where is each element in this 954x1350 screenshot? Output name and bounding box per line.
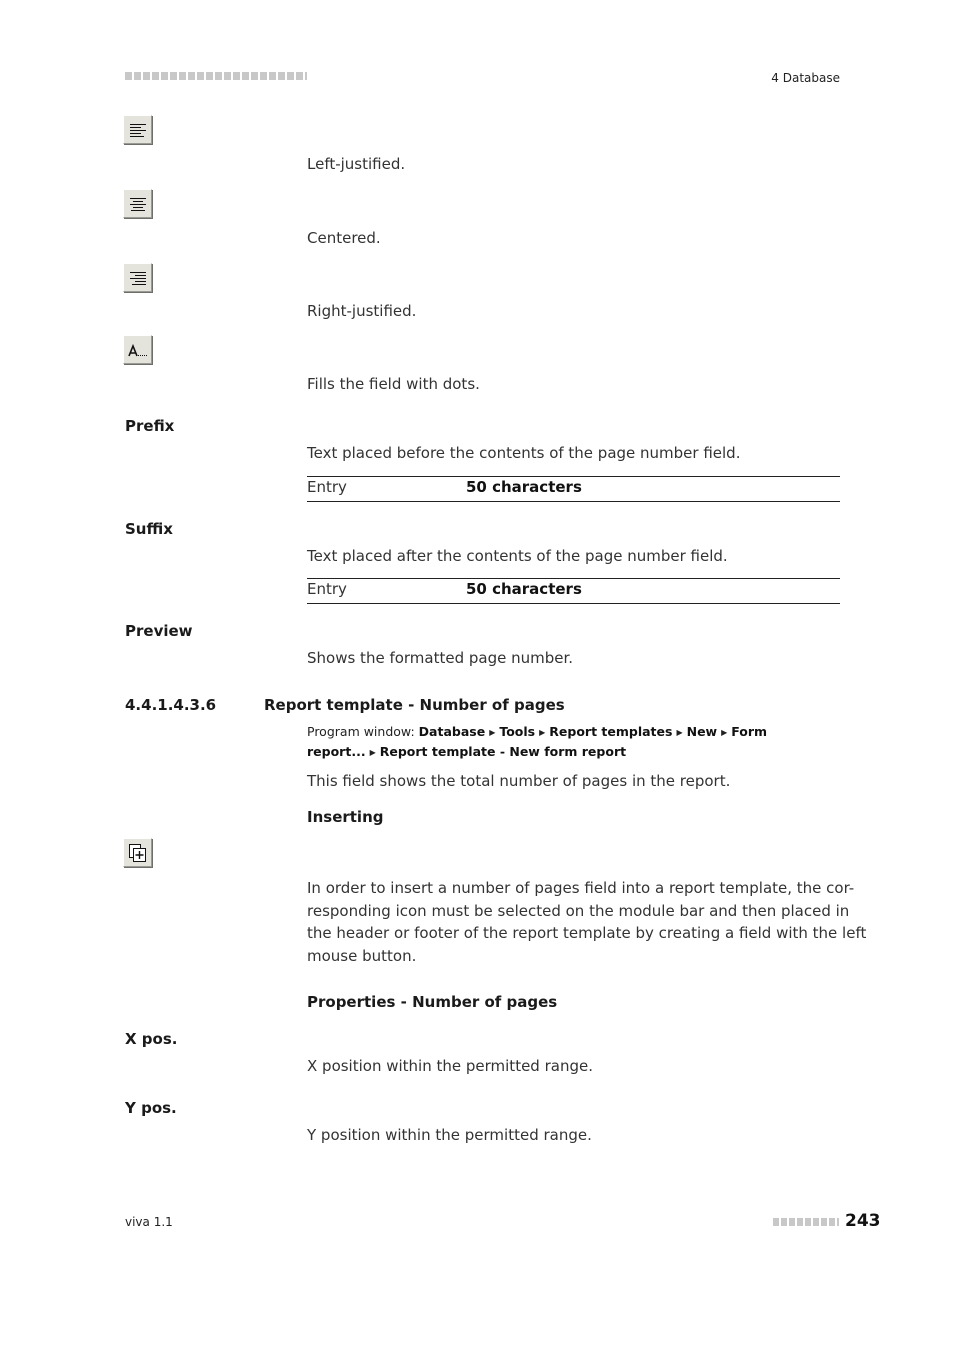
suffix-entry-value: 50 characters — [466, 580, 582, 598]
path-prefix: Program window: — [307, 724, 415, 739]
footer-decoration — [773, 1218, 839, 1226]
suffix-entry-table — [307, 578, 840, 604]
suffix-entry-key: Entry — [307, 580, 347, 598]
program-path — [307, 722, 840, 762]
align-center-icon — [123, 189, 152, 218]
paragraph-line: the header or footer of the report template by creating a field with the left — [307, 924, 867, 943]
section-number: 4.4.1.4.3.6 — [125, 696, 217, 714]
suffix-label: Suffix — [125, 520, 173, 538]
chapter-title: 4 Database — [771, 71, 840, 85]
y-pos-label: Y pos. — [125, 1099, 177, 1117]
prefix-label: Prefix — [125, 417, 175, 435]
x-pos-desc: X position within the permitted range. — [307, 1057, 593, 1075]
path-item: Report template - New form report — [379, 744, 627, 759]
x-pos-label: X pos. — [125, 1030, 178, 1048]
path-arrow-icon: ▶ — [721, 728, 728, 737]
inserting-heading: Inserting — [307, 808, 384, 826]
align-left-desc: Left-justified. — [307, 155, 406, 173]
align-left-icon — [123, 115, 152, 144]
path-arrow-icon: ▶ — [539, 728, 546, 737]
prefix-entry-table — [307, 476, 840, 502]
align-right-icon — [123, 263, 152, 292]
page-number: 243 — [845, 1211, 881, 1231]
path-item: Tools — [499, 724, 536, 739]
paragraph-line: In order to insert a number of pages field into a report template, the cor- — [307, 879, 855, 897]
path-arrow-icon: ▶ — [676, 728, 683, 737]
header-decoration — [125, 72, 307, 80]
section-title: Report template - Number of pages — [264, 696, 565, 714]
preview-desc: Shows the formatted page number. — [307, 649, 574, 667]
path-arrow-icon: ▶ — [369, 748, 376, 757]
align-center-desc: Centered. — [307, 229, 381, 247]
prefix-entry-value: 50 characters — [466, 478, 582, 496]
paragraph-line: responding icon must be selected on the module bar and then placed in — [307, 901, 850, 920]
section-intro: This field shows the total number of pages in the report. — [307, 772, 731, 790]
properties-heading: Properties - Number of pages — [307, 993, 558, 1011]
path-arrow-icon: ▶ — [489, 728, 496, 737]
fill-dots-desc: Fills the field with dots. — [307, 375, 480, 393]
fill-dots-icon — [123, 335, 152, 364]
align-right-desc: Right-justified. — [307, 302, 417, 320]
prefix-entry-key: Entry — [307, 478, 347, 496]
path-item: Form report... — [307, 724, 768, 759]
product-version: viva 1.1 — [125, 1215, 173, 1229]
y-pos-desc: Y position within the permitted range. — [307, 1126, 592, 1144]
insert-page-count-icon — [123, 838, 152, 867]
path-item: New — [686, 724, 718, 739]
insert-instructions — [307, 877, 867, 968]
paragraph-line: mouse button. — [307, 947, 417, 966]
preview-label: Preview — [125, 622, 193, 640]
suffix-desc: Text placed after the contents of the page number field. — [307, 547, 728, 565]
prefix-desc: Text placed before the contents of the page number field. — [307, 444, 741, 462]
path-item: Report templates — [549, 724, 673, 739]
path-item: Database — [418, 724, 486, 739]
